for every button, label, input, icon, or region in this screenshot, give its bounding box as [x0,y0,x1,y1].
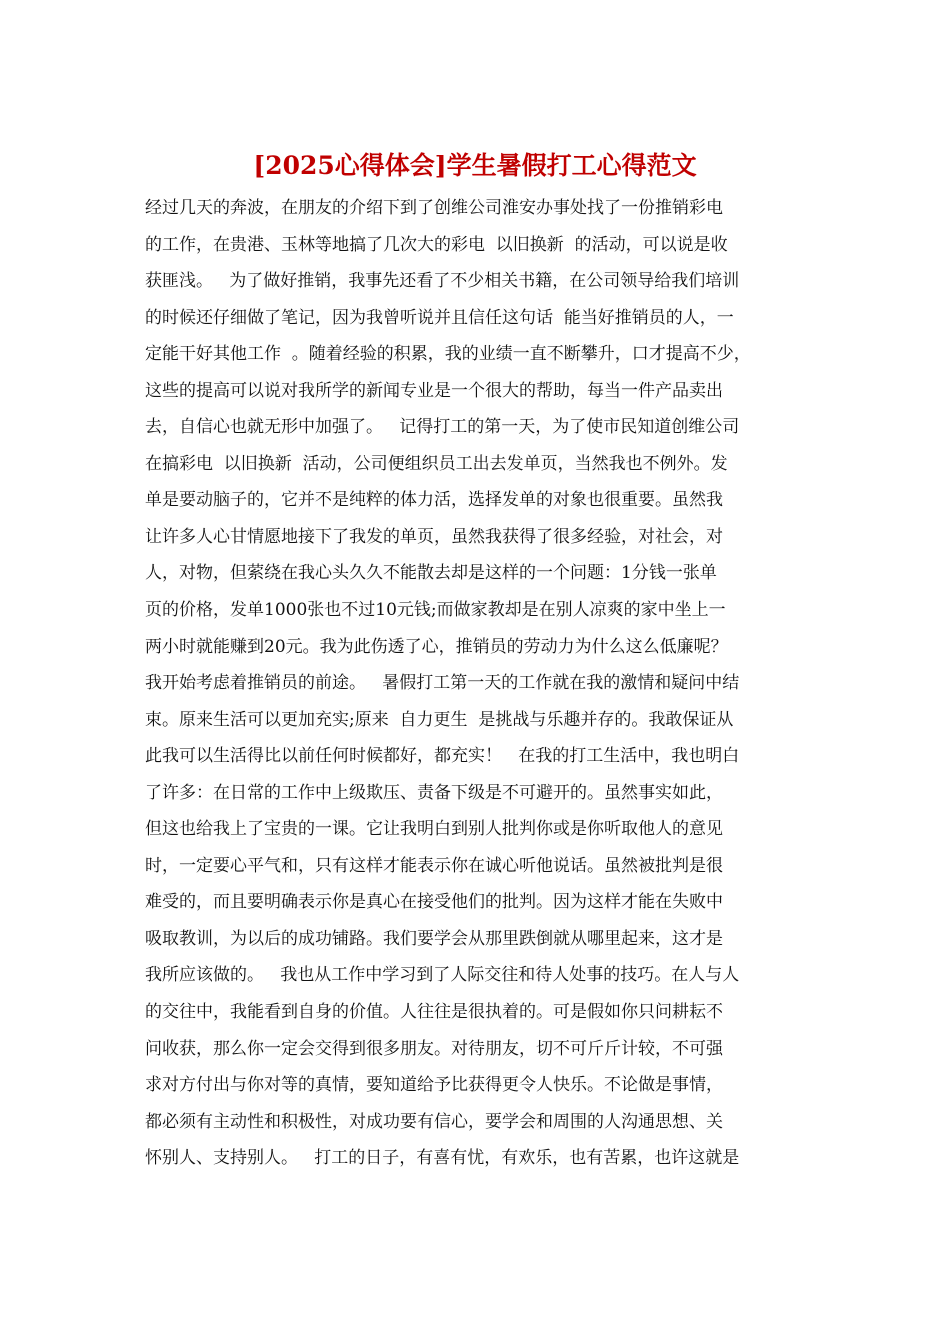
body-line: 此我可以生活得比以前任何时候都好，都充实！ 在我的打工生活中，我也明白 [145,746,740,767]
body-line: 的交往中，我能看到自身的价值。人往往是很执着的。可是假如你只问耕耘不 [145,1002,723,1023]
body-line: 难受的，而且要明确表示你是真心在接受他们的批判。因为这样才能在失败中 [145,892,723,913]
body-line: 获匪浅。 为了做好推销，我事先还看了不少相关书籍，在公司领导给我们培训 [145,271,740,292]
body-line: 但这也给我上了宝贵的一课。它让我明白到别人批判你或是你听取他人的意见 [145,819,723,840]
body-line: 问收获，那么你一定会交得到很多朋友。对待朋友，切不可斤斤计较，不可强 [145,1038,723,1059]
body-line: 求对方付出与你对等的真情，要知道给予比获得更令人快乐。不论做是事情， [145,1075,723,1096]
body-line: 定能干好其他工作 。随着经验的积累，我的业绩一直不断攀升，口才提高不少， [145,344,751,365]
body-line: 让许多人心甘情愿地接下了我发的单页，虽然我获得了很多经验，对社会，对 [145,526,723,547]
body-line: 的工作，在贵港、玉林等地搞了几次大的彩电 以旧换新 的活动，可以说是收 [145,234,728,255]
body-line: 页的价格，发单1000张也不过10元钱;而做家教却是在别人凉爽的家中坐上一 [145,600,726,621]
body-line: 这些的提高可以说对我所学的新闻专业是一个很大的帮助，每当一件产品卖出 [145,380,723,401]
body-line: 人，对物，但萦绕在我心头久久不能散去却是这样的一个问题：1分钱一张单 [145,563,717,584]
body-line: 了许多：在日常的工作中上级欺压、责备下级是不可避开的。虽然事实如此， [145,782,723,803]
document-title: [2025心得体会]学生暑假打工心得范文 [253,151,697,180]
body-line: 时，一定要心平气和，只有这样才能表示你在诚心听他说话。虽然被批判是很 [145,855,723,876]
body-line: 经过几天的奔波，在朋友的介绍下到了创维公司淮安办事处找了一份推销彩电 [145,198,723,218]
body-line: 去，自信心也就无形中加强了。 记得打工的第一天，为了使市民知道创维公司 [145,417,740,438]
body-line: 束。原来生活可以更加充实;原来 自力更生 是挑战与乐趣并存的。我敢保证从 [145,709,734,730]
body-line: 两小时就能赚到20元。我为此伤透了心，推销员的劳动力为什么这么低廉呢？ [145,636,728,657]
body-line: 的时候还仔细做了笔记，因为我曾听说并且信任这句话 能当好推销员的人，一 [145,307,734,328]
body-line: 都必须有主动性和积极性，对成功要有信心，要学会和周围的人沟通思想、关 [145,1111,723,1132]
body-line: 怀别人、支持别人。 打工的日子，有喜有忧，有欢乐，也有苦累，也许这就是 [145,1148,740,1169]
body-line: 在搞彩电 以旧换新 活动，公司便组织员工出去发单页，当然我也不例外。发 [145,453,728,474]
body-line: 单是要动脑子的，它并不是纯粹的体力活，选择发单的对象也很重要。虽然我 [145,490,723,511]
body-line: 我所应该做的。 我也从工作中学习到了人际交往和待人处事的技巧。在人与人 [145,965,740,986]
document-body [145,190,820,1177]
body-line: 吸取教训，为以后的成功铺路。我们要学会从那里跌倒就从哪里起来，这才是 [145,928,723,949]
body-line: 我开始考虑着推销员的前途。 暑假打工第一天的工作就在我的激情和疑问中结 [145,673,740,694]
